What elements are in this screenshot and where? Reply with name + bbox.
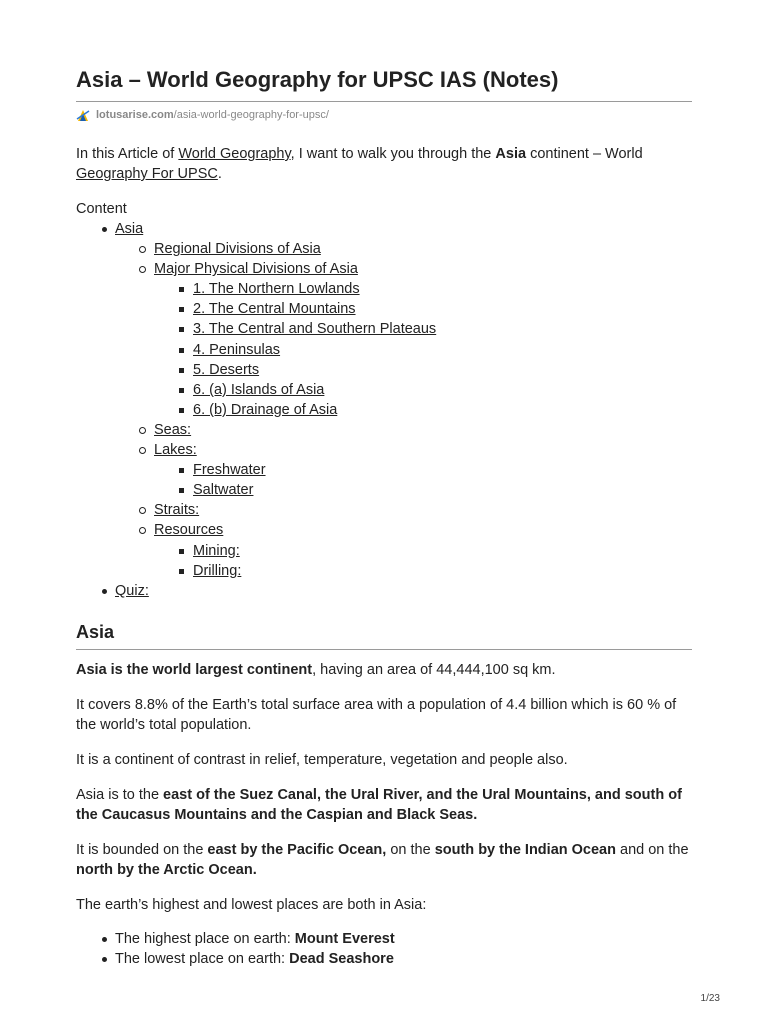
toc-link-plateaus[interactable]: 3. The Central and Southern Plateaus (193, 321, 437, 338)
p1-text: , having an area of 44,444,100 sq km. (312, 661, 556, 678)
p5-bold-3: north by the Arctic Ocean. (76, 861, 257, 878)
p5-bold-2: south by the Indian Ocean (434, 841, 616, 858)
toc-item-resources (76, 520, 692, 540)
toc-item-major-3 (76, 319, 692, 339)
toc-link-peninsulas[interactable]: 4. Peninsulas (193, 341, 281, 358)
toc-link-freshwater[interactable]: Freshwater (193, 462, 266, 479)
toc-item-major-4 (76, 340, 692, 360)
toc-item-regional (76, 239, 692, 259)
p4-bold: east of the Suez Canal, the Ural River, and the Ural Mountains, and south of the Caucasus Mountains and the Caspian and Black Seas. (76, 786, 682, 823)
toc-link-northern-lowlands[interactable]: 1. The Northern Lowlands (193, 281, 360, 298)
toc-item-lakes (76, 440, 692, 460)
p5-text-2: on the (386, 841, 435, 858)
toc-link-major[interactable]: Major Physical Divisions of Asia (154, 261, 358, 278)
toc-item-major-1 (76, 279, 692, 299)
toc-link-mining[interactable]: Mining: (193, 542, 240, 559)
toc-item-asia (76, 219, 692, 239)
toc-item-major-6 (76, 380, 692, 400)
toc-link-saltwater[interactable]: Saltwater (193, 482, 254, 499)
toc-item-saltwater (76, 480, 692, 500)
p5-bold-1: east by the Pacific Ocean, (207, 841, 387, 858)
toc-item-quiz (76, 581, 692, 601)
toc-link-islands[interactable]: 6. (a) Islands of Asia (193, 381, 325, 398)
intro-bold-asia: Asia (495, 146, 527, 162)
lowest-bold: Dead Seashore (289, 950, 394, 967)
highest-text: The highest place on earth: (115, 930, 295, 947)
toc-link-straits[interactable]: Straits: (154, 502, 200, 519)
toc-item-major-2 (76, 299, 692, 319)
page-title: Asia – World Geography for UPSC IAS (Notes) (76, 66, 692, 102)
toc-link-drainage[interactable]: 6. (b) Drainage of Asia (193, 401, 338, 418)
p5-text-1: It is bounded on the (76, 841, 208, 858)
document-page (76, 66, 692, 969)
section-heading-asia: Asia (76, 620, 692, 650)
toc-link-quiz[interactable]: Quiz: (115, 582, 149, 599)
source-line (76, 107, 692, 123)
p4-text: Asia is to the (76, 786, 164, 803)
page-indicator: 1/23 (700, 993, 720, 1004)
toc-item-freshwater (76, 460, 692, 480)
site-favicon-icon (76, 108, 90, 122)
toc-link-lakes[interactable]: Lakes: (154, 442, 197, 459)
intro-paragraph (76, 144, 692, 184)
table-of-contents (76, 219, 692, 601)
toc-link-resources[interactable]: Resources (154, 522, 224, 539)
highest-lowest-list (76, 929, 692, 969)
highest-bold: Mount Everest (294, 930, 395, 947)
toc-item-major-7 (76, 400, 692, 420)
link-geography-for-upsc[interactable]: Geography For UPSC (76, 166, 218, 182)
toc-item-straits (76, 500, 692, 520)
toc-item-mining (76, 541, 692, 561)
toc-item-seas (76, 420, 692, 440)
toc-link-drilling[interactable]: Drilling: (193, 562, 242, 579)
toc-link-regional[interactable]: Regional Divisions of Asia (154, 241, 321, 258)
p1-bold: Asia is the world largest continent (76, 661, 313, 678)
toc-item-major-5 (76, 360, 692, 380)
intro-text-3: continent – World (526, 146, 643, 162)
toc-link-asia[interactable]: Asia (115, 221, 144, 237)
source-path[interactable]: /asia-world-geography-for-upsc/ (173, 109, 329, 121)
content-label: Content (76, 201, 127, 217)
lowest-text: The lowest place on earth: (115, 950, 290, 967)
toc-item-drilling (76, 561, 692, 581)
paragraph-1 (76, 660, 692, 680)
toc-link-deserts[interactable]: 5. Deserts (193, 361, 260, 378)
intro-text-4: . (217, 166, 222, 182)
toc-link-central-mountains[interactable]: 2. The Central Mountains (193, 301, 356, 318)
toc-link-seas[interactable]: Seas: (154, 421, 192, 438)
paragraph-5 (76, 840, 692, 880)
toc-item-major (76, 259, 692, 279)
link-world-geography[interactable]: World Geography (178, 146, 291, 162)
list-item-highest (76, 929, 692, 949)
source-domain[interactable]: lotusarise.com (96, 109, 174, 121)
intro-text-2: , I want to walk you through the (290, 146, 496, 162)
intro-text-1: In this Article of (76, 146, 179, 162)
list-item-lowest (76, 949, 692, 969)
paragraph-4 (76, 785, 692, 825)
paragraph-3: It is a continent of contrast in relief, temperature, vegetation and people also. (76, 751, 568, 768)
p5-text-3: and on the (615, 841, 689, 858)
paragraph-6: The earth’s highest and lowest places are both in Asia: (76, 896, 427, 913)
paragraph-2: It covers 8.8% of the Earth’s total surface area with a population of 4.4 billion which is 60 % of the world’s total population. (76, 696, 677, 733)
